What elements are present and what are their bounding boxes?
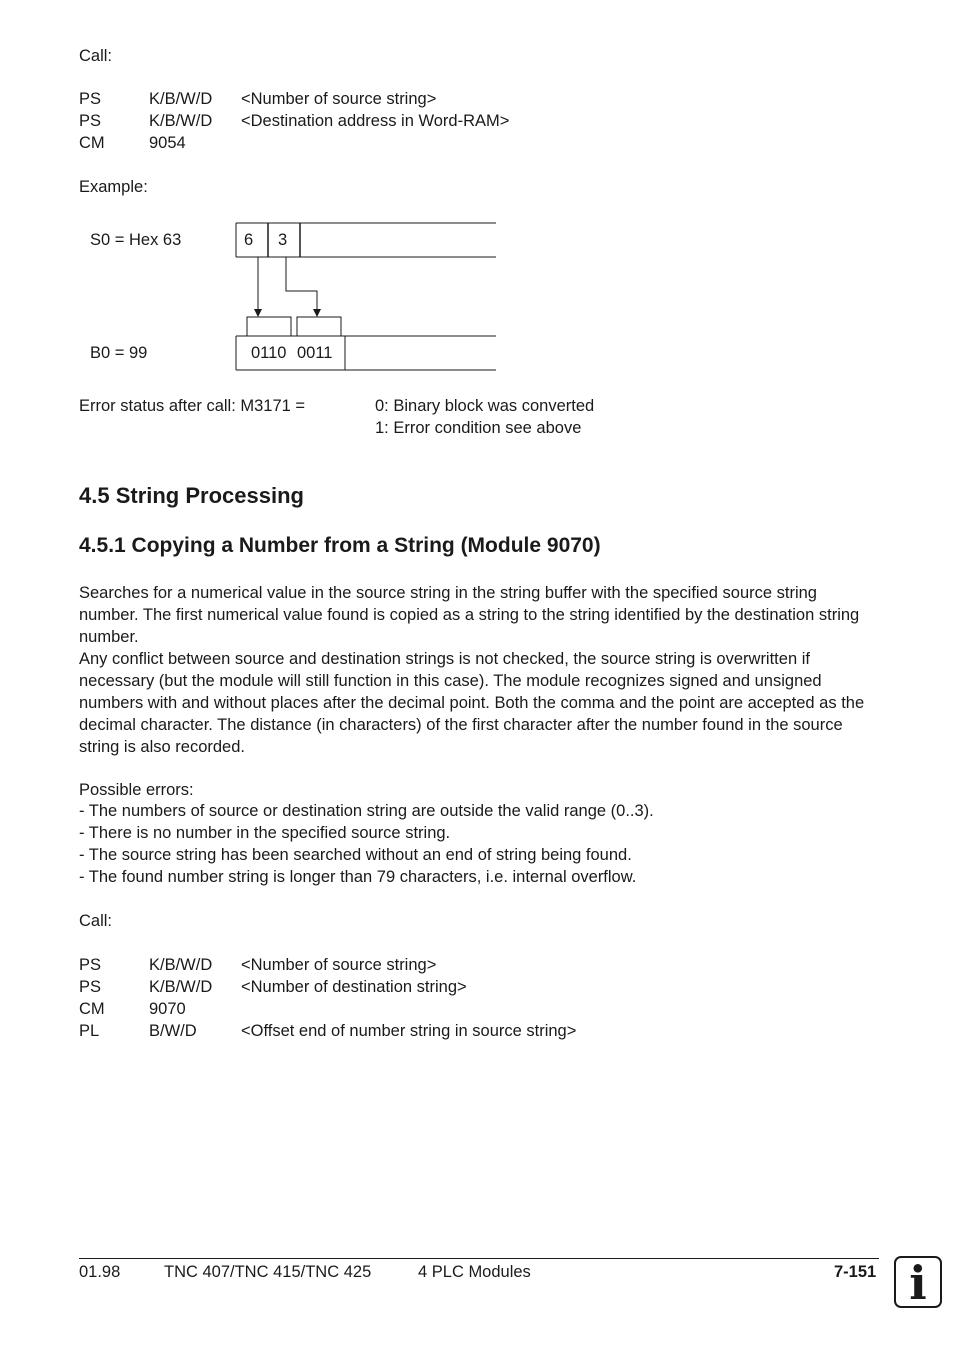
call-type: K/B/W/D bbox=[149, 978, 213, 996]
footer-date: 01.98 bbox=[79, 1263, 121, 1281]
conversion-diagram bbox=[80, 215, 510, 380]
call-op: CM bbox=[79, 1000, 105, 1018]
error-status-label: Error status after call: M3171 = bbox=[79, 397, 306, 415]
call-op: PS bbox=[79, 978, 102, 996]
errors-label: Possible errors: bbox=[79, 781, 194, 799]
subsection-title: 4.5.1 Copying a Number from a String (Module 9070) bbox=[79, 534, 601, 557]
footer-rule bbox=[79, 1258, 879, 1259]
call-op: PL bbox=[79, 1022, 100, 1040]
b0-label: B0 = 99 bbox=[90, 344, 148, 362]
footer-product: TNC 407/TNC 415/TNC 425 bbox=[164, 1263, 372, 1281]
call-label: Call: bbox=[79, 47, 113, 65]
call-arg: <Number of source string> bbox=[241, 90, 437, 108]
info-icon bbox=[894, 1256, 942, 1308]
call-type: K/B/W/D bbox=[149, 90, 213, 108]
section-title: 4.5 String Processing bbox=[79, 483, 304, 508]
footer-chapter: 4 PLC Modules bbox=[418, 1263, 531, 1281]
call-label: Call: bbox=[79, 912, 113, 930]
call-op: PS bbox=[79, 90, 102, 108]
s0-label: S0 = Hex 63 bbox=[90, 231, 182, 249]
call-arg: <Number of destination string> bbox=[241, 978, 467, 996]
call-type: K/B/W/D bbox=[149, 112, 213, 130]
call-op: CM bbox=[79, 134, 105, 152]
description-paragraph: Any conflict between source and destination strings is not checked, the source string is overwritten if necessary (but the module will still function in this case). The module recognizes signed and unsigned numbers with and without places after the decimal point. Both the comma and the point are accepted as the decimal character. The distance (in characters) of the first character after the number found in the source string is also recorded. bbox=[79, 650, 865, 756]
list-item: - There is no number in the specified source string. bbox=[79, 824, 451, 842]
call-arg: <Number of source string> bbox=[241, 956, 437, 974]
s0-register bbox=[236, 223, 496, 257]
call-op: PS bbox=[79, 956, 102, 974]
call-op: PS bbox=[79, 112, 102, 130]
nibble-brackets bbox=[247, 317, 341, 336]
call-arg: <Offset end of number string in source string> bbox=[241, 1022, 577, 1040]
call-type: K/B/W/D bbox=[149, 956, 213, 974]
call-type: 9054 bbox=[149, 134, 186, 152]
info-glyph: i bbox=[909, 1258, 927, 1306]
page-number: 7-151 bbox=[834, 1263, 877, 1281]
call-type: 9070 bbox=[149, 1000, 186, 1018]
s0-digit: 3 bbox=[278, 231, 288, 249]
list-item: - The found number string is longer than 79 characters, i.e. internal overflow. bbox=[79, 868, 637, 886]
b0-bits: 0110 bbox=[251, 344, 287, 362]
description-paragraph: Searches for a numerical value in the source string in the string buffer with the specified source string number. The first numerical value found is copied as a string to the string identified by the destination string number. bbox=[79, 584, 860, 646]
errors-list bbox=[79, 800, 879, 888]
call-arg: <Destination address in Word-RAM> bbox=[241, 112, 510, 130]
mapping-arrows bbox=[254, 257, 321, 317]
error-status-value: 1: Error condition see above bbox=[375, 419, 582, 437]
example-label: Example: bbox=[79, 178, 148, 196]
list-item: - The numbers of source or destination string are outside the valid range (0..3). bbox=[79, 802, 654, 820]
s0-digit: 6 bbox=[244, 231, 254, 249]
call-type: B/W/D bbox=[149, 1022, 197, 1040]
error-status-value: 0: Binary block was converted bbox=[375, 397, 595, 415]
b0-bits: 0011 bbox=[297, 344, 333, 362]
list-item: - The source string has been searched without an end of string being found. bbox=[79, 846, 632, 864]
